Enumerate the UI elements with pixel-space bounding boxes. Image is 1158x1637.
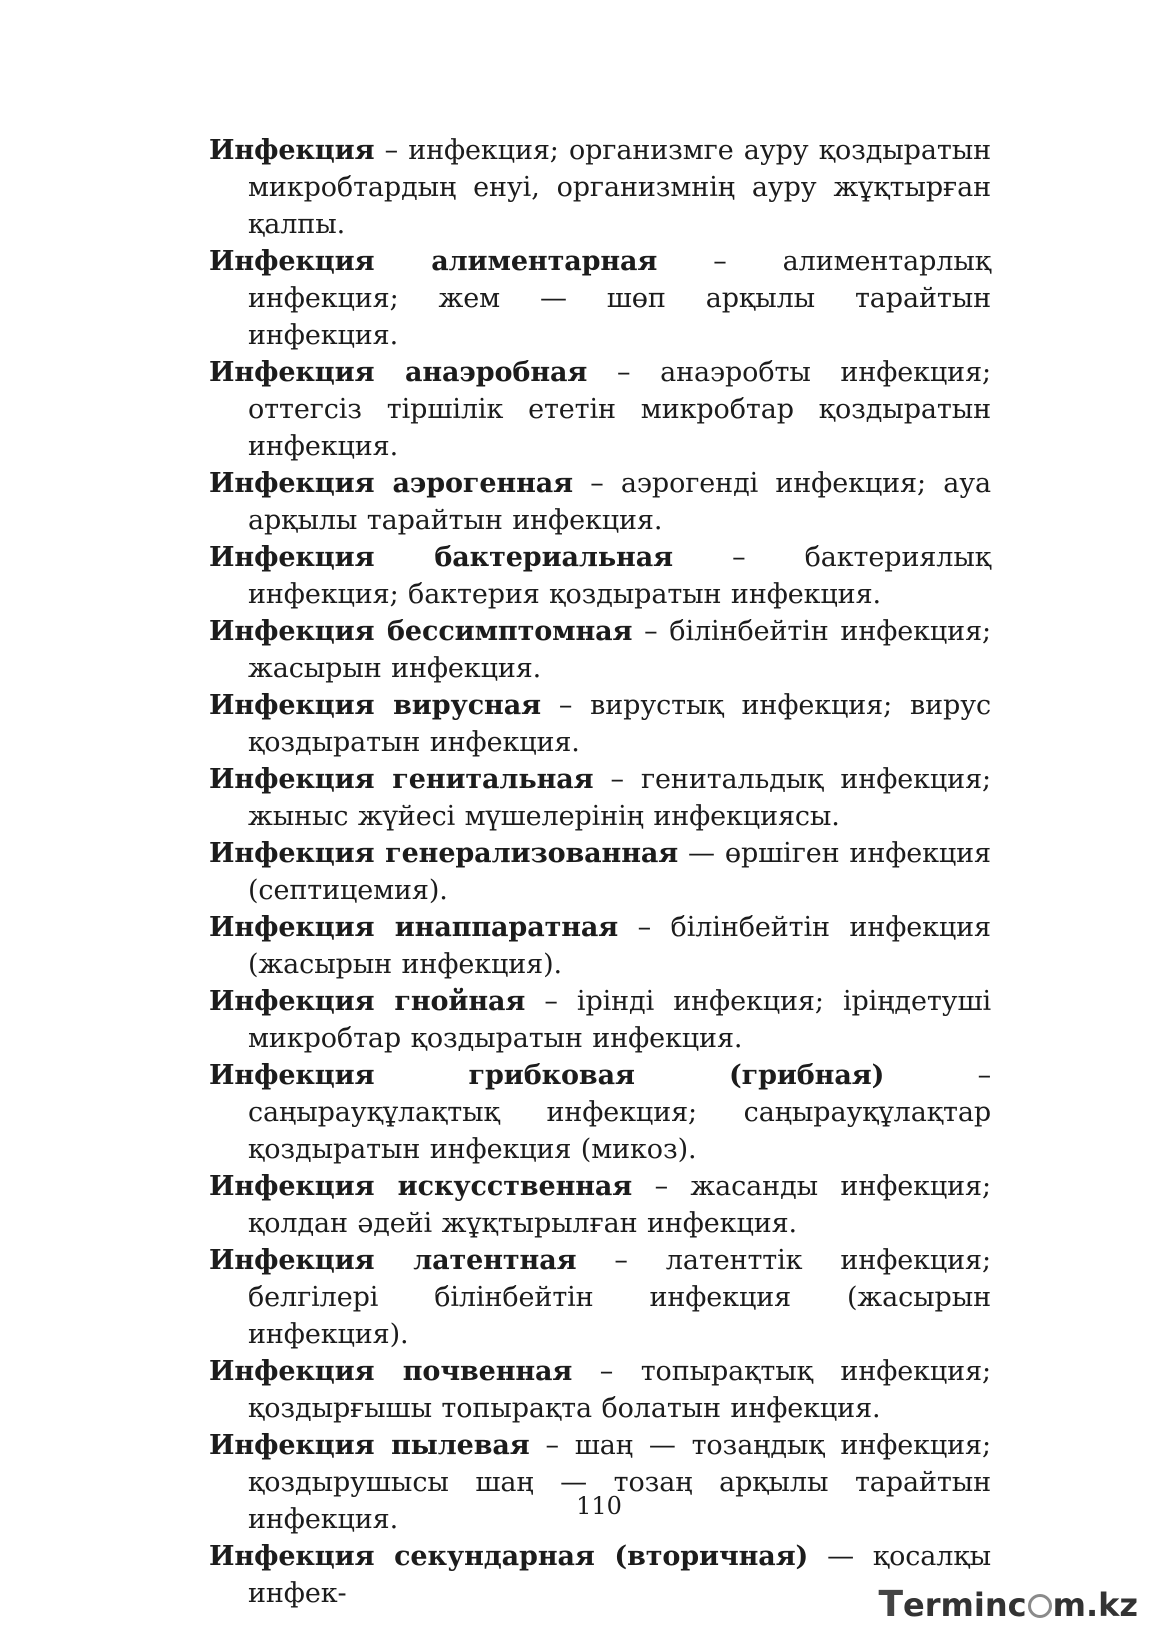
dictionary-entry <box>209 909 991 983</box>
watermark-text-start: ermin <box>903 1586 1008 1624</box>
dictionary-entry <box>209 613 991 687</box>
dictionary-entry <box>209 132 991 243</box>
entry-definition: – аэрогенді инфекция; ауа арқылы тарайтын инфекция. <box>248 468 991 536</box>
dictionary-entry <box>209 465 991 539</box>
entry-term: Инфекция анаэробная <box>209 357 588 388</box>
dictionary-entry <box>209 354 991 465</box>
entry-term: Инфекция генитальная <box>209 764 594 795</box>
entry-definition: – ірінді инфекция; іріңдетуші микробтар қоздыратын инфекция. <box>248 986 991 1054</box>
dictionary-entry <box>209 761 991 835</box>
entry-term: Инфекция инаппаратная <box>209 912 619 943</box>
entry-definition: – инфекция; организмге ауру қоздыратын микробтардың енуі, организмнің ауру жұқтырған қалпы. <box>248 135 991 240</box>
entry-term: Инфекция аэрогенная <box>209 468 573 499</box>
entry-term: Инфекция вирусная <box>209 690 541 721</box>
entry-term: Инфекция бессимптомная <box>209 616 633 647</box>
entry-term: Инфекция алиментарная <box>209 246 658 277</box>
entry-definition: — өршіген инфекция (септицемия). <box>248 838 991 906</box>
dictionary-entry <box>209 243 991 354</box>
entry-term: Инфекция искусственная <box>209 1171 633 1202</box>
entry-term: Инфекция гнойная <box>209 986 526 1017</box>
dictionary-entry <box>209 983 991 1057</box>
entry-definition: – генитальдық инфекция; жыныс жүйесі мүшелерінің инфекциясы. <box>248 764 992 832</box>
dictionary-entry <box>209 1057 991 1168</box>
entry-definition: – латенттік инфекция; белгілері білінбейтін инфекция (жасырын инфекция). <box>248 1245 991 1350</box>
entry-definition: – топырақтық инфекция; қоздырғышы топырақта болатын инфекция. <box>248 1356 991 1424</box>
entry-definition: – бактериялық инфекция; бактерия қоздыратын инфекция. <box>248 542 991 610</box>
entry-definition: – шаң — тозаңдық инфекция; қоздырушысы шаң — тозаң арқылы тарайтын инфекция. <box>248 1430 991 1535</box>
site-watermark-logo <box>878 1584 1138 1625</box>
dictionary-entry <box>209 687 991 761</box>
entry-term: Инфекция почвенная <box>209 1356 573 1387</box>
watermark-text-end: m.kz <box>1052 1586 1138 1624</box>
entry-term: Инфекция <box>209 135 375 166</box>
dictionary-entry <box>209 539 991 613</box>
entry-definition: – алиментарлық инфекция; жем — шөп арқылы тарайтын инфекция. <box>248 246 991 351</box>
entry-definition: – білінбейтін инфекция (жасырын инфекция). <box>248 912 991 980</box>
dictionary-entry <box>209 1242 991 1353</box>
dictionary-entry <box>209 1427 991 1538</box>
entry-term: Инфекция латентная <box>209 1245 577 1276</box>
entry-definition: – саңырауқұлақтық инфекция; саңырауқұлақтар қоздыратын инфекция (микоз). <box>248 1060 991 1165</box>
entry-definition: – анаэробты инфекция; оттегсіз тіршілік ететін микробтар қоздыратын инфекция. <box>248 357 991 462</box>
entry-definition: — қосалқы инфек- <box>248 1541 991 1609</box>
entry-term: Инфекция бактериальная <box>209 542 673 573</box>
dictionary-entry <box>209 835 991 909</box>
dictionary-entry <box>209 1353 991 1427</box>
entry-term: Инфекция генерализованная <box>209 838 679 869</box>
entry-definition: – білінбейтін инфекция; жасырын инфекция. <box>248 616 991 684</box>
dictionary-entry <box>209 1538 991 1612</box>
dictionary-entry <box>209 1168 991 1242</box>
watermark-letter-t: T <box>878 1584 904 1625</box>
entry-term: Инфекция секундарная (вторичная) <box>209 1541 809 1572</box>
dictionary-entries <box>209 132 991 1612</box>
page-number: 110 <box>576 1492 622 1520</box>
entry-term: Инфекция пылевая <box>209 1430 530 1461</box>
magnifier-icon <box>1028 1594 1052 1618</box>
entry-term: Инфекция грибковая (грибная) <box>209 1060 885 1091</box>
entry-definition: – жасанды инфекция; қолдан әдейі жұқтырылған инфекция. <box>248 1171 991 1239</box>
watermark-c-letter: c <box>1007 1586 1027 1624</box>
entry-definition: – вирустық инфекция; вирус қоздыратын инфекция. <box>248 690 991 758</box>
